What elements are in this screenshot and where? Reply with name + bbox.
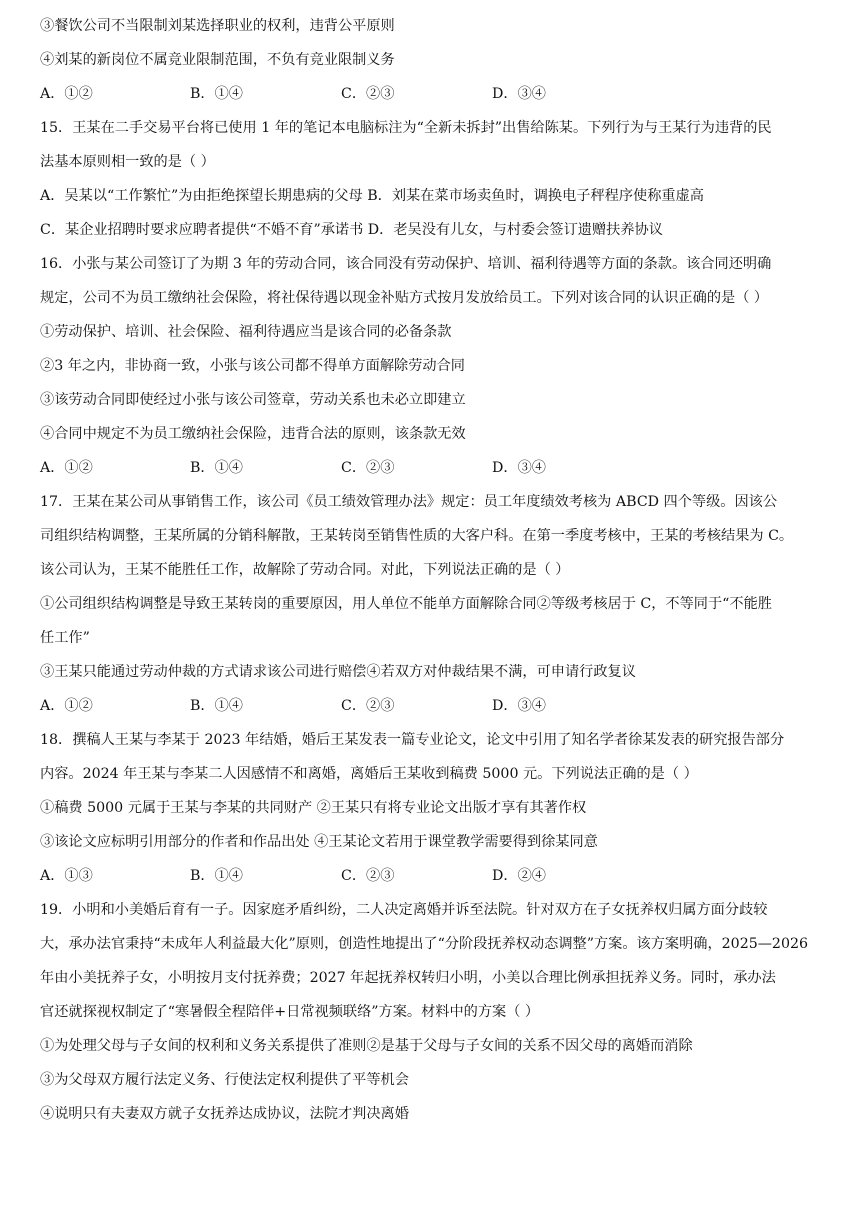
question-15-stem-line-1: 15．王某在二手交易平台将已使用 1 年的笔记本电脑标注为“全新未拆封”出售给陈某。下列行为与王某行为违背的民 <box>40 120 772 136</box>
question-19-stem-line-1: 19．小明和小美婚后育有一子。因家庭矛盾纠纷，二人决定离婚并诉至法院。针对双方在子女抚养权归属方面分歧较 <box>40 902 768 918</box>
question-19-stem-line-4: 官还就探视权制定了“寒暑假全程陪伴+日常视频联络”方案。材料中的方案（ ） <box>40 1004 540 1020</box>
question-17-stem-line-2: 司组织结构调整，王某所属的分销科解散，王某转岗至销售性质的大客户科。在第一季度考核中，王某的考核结果为 C。 <box>40 528 794 544</box>
statement-3: ③餐饮公司不当限制刘某选择职业的权利，违背公平原则 <box>40 18 395 34</box>
option-c: C．②③ <box>341 868 395 884</box>
statement-3: ③为父母双方履行法定义务、行使法定权利提供了平等机会 <box>40 1072 409 1088</box>
question-15-options-ab: A．吴某以“工作繁忙”为由拒绝探望长期患病的父母 B．刘某在菜市场卖鱼时，调换电子秤程序使称重虚高 <box>40 188 704 204</box>
question-19-stem-line-3: 年由小美抚养子女，小明按月支付抚养费；2027 年起抚养权转归小明，小美以合理比例承担抚养义务。同时，承办法 <box>40 970 776 986</box>
option-c: C．②③ <box>341 86 395 102</box>
option-b: B．①④ <box>190 86 243 102</box>
option-d: D．③④ <box>492 460 546 476</box>
question-18-stem-line-1: 18．撰稿人王某与李某于 2023 年结婚，婚后王某发表一篇专业论文，论文中引用了知名学者徐某发表的研究报告部分 <box>40 732 785 748</box>
option-a: A．①② <box>40 698 93 714</box>
question-16-stem-line-2: 规定，公司不为员工缴纳社会保险，将社保待遇以现金补贴方式按月发放给员工。下列对该合同的认识正确的是（ ） <box>40 290 769 306</box>
question-15-stem-line-2: 法基本原则相一致的是（ ） <box>40 154 215 170</box>
statements-1-2-continued: 任工作” <box>40 630 90 646</box>
option-c: C．②③ <box>341 460 395 476</box>
option-a: A．①② <box>40 86 93 102</box>
option-b: B．①④ <box>190 868 243 884</box>
answer-options <box>40 84 830 104</box>
statement-4: ④合同中规定不为员工缴纳社会保险，违背合法的原则，该条款无效 <box>40 426 466 442</box>
statements-1-2: ①稿费 5000 元属于王某与李某的共同财产 ②王某只有将专业论文出版才享有其著作权 <box>40 800 587 816</box>
statement-4: ④说明只有夫妻双方就子女抚养达成协议，法院才判决离婚 <box>40 1106 409 1122</box>
question-16-stem-line-1: 16．小张与某公司签订了为期 3 年的劳动合同，该合同没有劳动保护、培训、福利待遇等方面的条款。该合同还明确 <box>40 256 772 272</box>
option-b: B．①④ <box>190 460 243 476</box>
option-d: D．③④ <box>492 86 546 102</box>
answer-options <box>40 866 830 886</box>
option-d: D．③④ <box>492 698 546 714</box>
statements-3-4: ③该论文应标明引用部分的作者和作品出处 ④王某论文若用于课堂教学需要得到徐某同意 <box>40 834 598 850</box>
option-b: B．①④ <box>190 698 243 714</box>
statements-1-2: ①公司组织结构调整是导致王某转岗的重要原因，用人单位不能单方面解除合同②等级考核居于 C，不等同于“不能胜 <box>40 596 772 612</box>
option-a: A．①③ <box>40 868 93 884</box>
statements-1-2: ①为处理父母与子女间的权利和义务关系提供了准则②是基于父母与子女间的关系不因父母的离婚而消除 <box>40 1038 693 1054</box>
statement-4: ④刘某的新岗位不属竞业限制范围，不负有竞业限制义务 <box>40 52 395 68</box>
answer-options <box>40 458 830 478</box>
question-17-stem-line-1: 17．王某在某公司从事销售工作，该公司《员工绩效管理办法》规定：员工年度绩效考核为 ABCD 四个等级。因该公 <box>40 494 778 510</box>
answer-options <box>40 696 830 716</box>
question-18-stem-line-2: 内容。2024 年王某与李某二人因感情不和离婚，离婚后王某收到稿费 5000 元。下列说法正确的是（ ） <box>40 766 698 782</box>
statement-1: ①劳动保护、培训、社会保险、福利待遇应当是该合同的必备条款 <box>40 324 452 340</box>
statement-2: ②3 年之内，非协商一致，小张与该公司都不得单方面解除劳动合同 <box>40 358 465 374</box>
question-17-stem-line-3: 该公司认为，王某不能胜任工作，故解除了劳动合同。对此，下列说法正确的是（ ） <box>40 562 570 578</box>
question-15-options-cd: C．某企业招聘时要求应聘者提供“不婚不育”承诺书 D．老吴没有儿女，与村委会签订遗赠扶养协议 <box>40 222 663 238</box>
option-a: A．①② <box>40 460 93 476</box>
statements-3-4: ③王某只能通过劳动仲裁的方式请求该公司进行赔偿④若双方对仲裁结果不满，可申请行政复议 <box>40 664 636 680</box>
statement-3: ③该劳动合同即使经过小张与该公司签章，劳动关系也未必立即建立 <box>40 392 466 408</box>
option-c: C．②③ <box>341 698 395 714</box>
question-19-stem-line-2: 大，承办法官秉持“未成年人利益最大化”原则，创造性地提出了“分阶段抚养权动态调整”方案。该方案明确，2025—2026 <box>40 936 809 952</box>
option-d: D．②④ <box>492 868 546 884</box>
